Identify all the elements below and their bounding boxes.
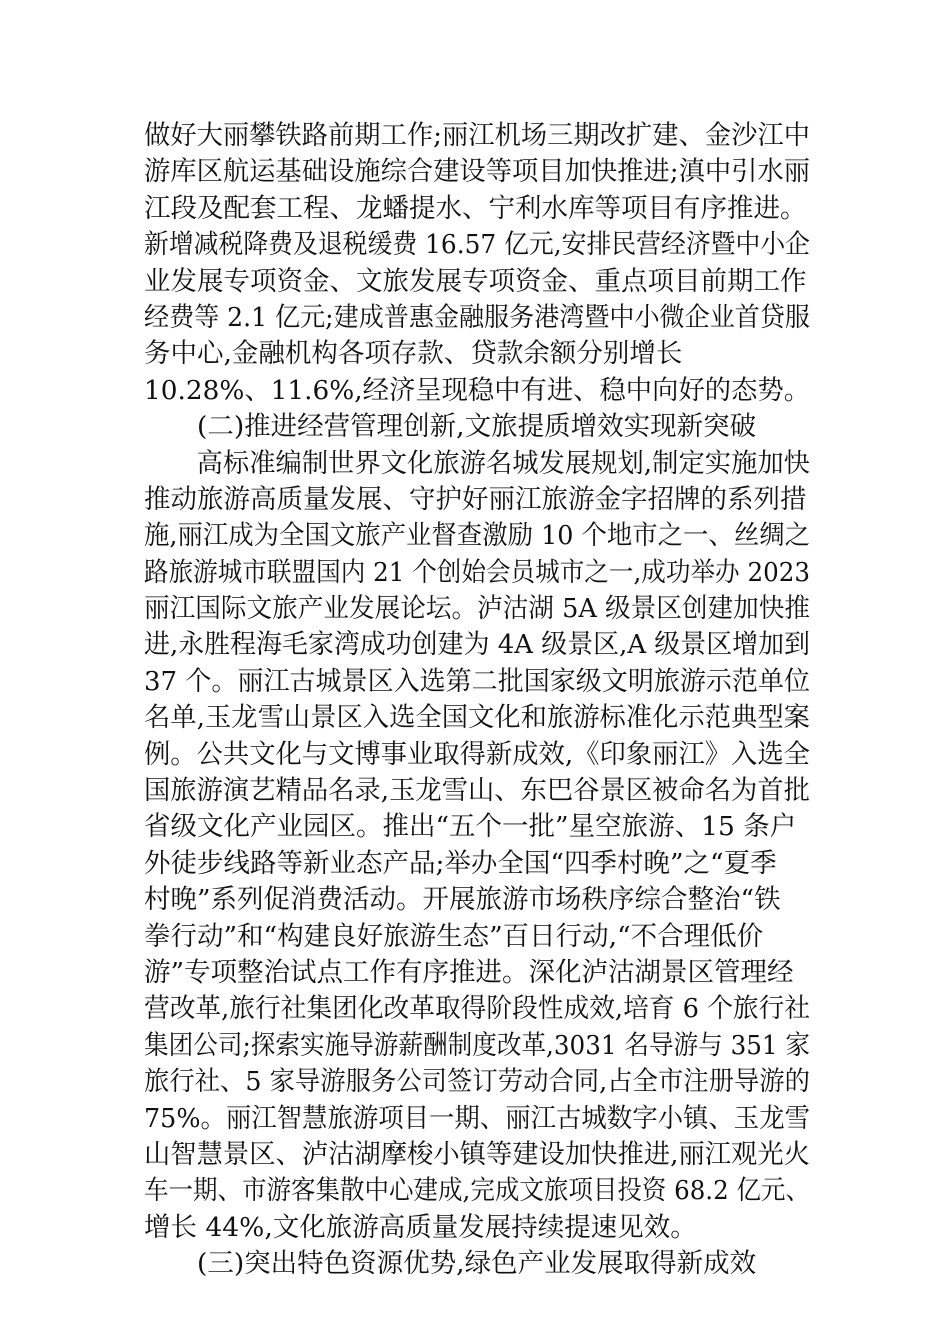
text-line: 推动旅游高质量发展、守护好丽江旅游金字招牌的系列措 (144, 483, 807, 515)
text-line: 做好大丽攀铁路前期工作;丽江机场三期改扩建、金沙江中 (144, 120, 810, 151)
text-line: 施,丽江成为全国文旅产业督查激励 10 个地市之一、丝绸之 (144, 520, 811, 552)
text-line: 外徒步线路等新业态产品;举办全国“四季村晚”之“夏季 (144, 847, 777, 879)
text-line: 经费等 2.1 亿元;建成普惠金融服务港湾暨中小微企业首贷服 (144, 301, 810, 333)
text-line: 江段及配套工程、龙蟠提水、宁利水库等项目有序推进。 (144, 192, 807, 224)
text-line: 村晚”系列促消费活动。开展旅游市场秩序综合整治“铁 (144, 884, 781, 916)
text-line: 务中心,金融机构各项存款、贷款余额分别增长 (144, 338, 683, 370)
text-line: 名单,玉龙雪山景区入选全国文化和旅游标准化示范典型案 (144, 702, 810, 734)
text-line: 省级文化产业园区。推出“五个一批”星空旅游、15 条户 (144, 811, 797, 843)
text-line: 37 个。丽江古城景区入选第二批国家级文明旅游示范单位 (144, 665, 811, 697)
text-line: 进,永胜程海毛家湾成功创建为 4A 级景区,A 级景区增加到 (144, 629, 810, 661)
text-line: 车一期、市游客集散中心建成,完成文旅项目投资 68.2 亿元、 (144, 1175, 810, 1207)
body-text (144, 118, 810, 1283)
text-line: 75%。丽江智慧旅游项目一期、丽江古城数字小镇、玉龙雪 (144, 1102, 810, 1134)
text-line: 旅行社、5 家导游服务公司签订劳动合同,占全市注册导游的 (144, 1066, 811, 1098)
text-line: 例。公共文化与文博事业取得新成效,《印象丽江》入选全 (144, 738, 810, 770)
text-line: 高标准编制世界文化旅游名城发展规划,制定实施加快 (144, 447, 810, 479)
text-line: 游”专项整治试点工作有序推进。深化泸沽湖景区管理经 (144, 956, 794, 988)
text-line: 业发展专项资金、文旅发展专项资金、重点项目前期工作 (144, 265, 807, 297)
text-line: 新增减税降费及退税缓费 16.57 亿元,安排民营经济暨中小企 (144, 229, 811, 261)
text-line: 拳行动”和“构建良好旅游生态”百日行动,“不合理低价 (144, 920, 764, 952)
text-line: 山智慧景区、泸沽湖摩梭小镇等建设加快推进,丽江观光火 (144, 1138, 810, 1170)
text-line: 营改革,旅行社集团化改革取得阶段性成效,培育 6 个旅行社 (144, 993, 811, 1025)
text-line: 丽江国际文旅产业发展论坛。泸沽湖 5A 级景区创建加快推 (144, 593, 810, 625)
text-line: 路旅游城市联盟国内 21 个创始会员城市之一,成功举办 2023 (144, 556, 811, 588)
text-line: 10.28%、11.6%,经济呈现稳中有进、稳中向好的态势。 (144, 374, 811, 406)
text-line: 增长 44%,文化旅游高质量发展持续提速见效。 (144, 1211, 697, 1243)
section-heading: (三)突出特色资源优势,绿色产业发展取得新成效 (144, 1248, 757, 1280)
text-line: 游库区航运基础设施综合建设等项目加快推进;滇中引水丽 (144, 156, 810, 188)
text-line: 国旅游演艺精品名录,玉龙雪山、东巴谷景区被命名为首批 (144, 775, 810, 807)
section-heading: (二)推进经营管理创新,文旅提质增效实现新突破 (144, 411, 757, 443)
text-line: 集团公司;探索实施导游薪酬制度改革,3031 名导游与 351 家 (144, 1029, 811, 1061)
